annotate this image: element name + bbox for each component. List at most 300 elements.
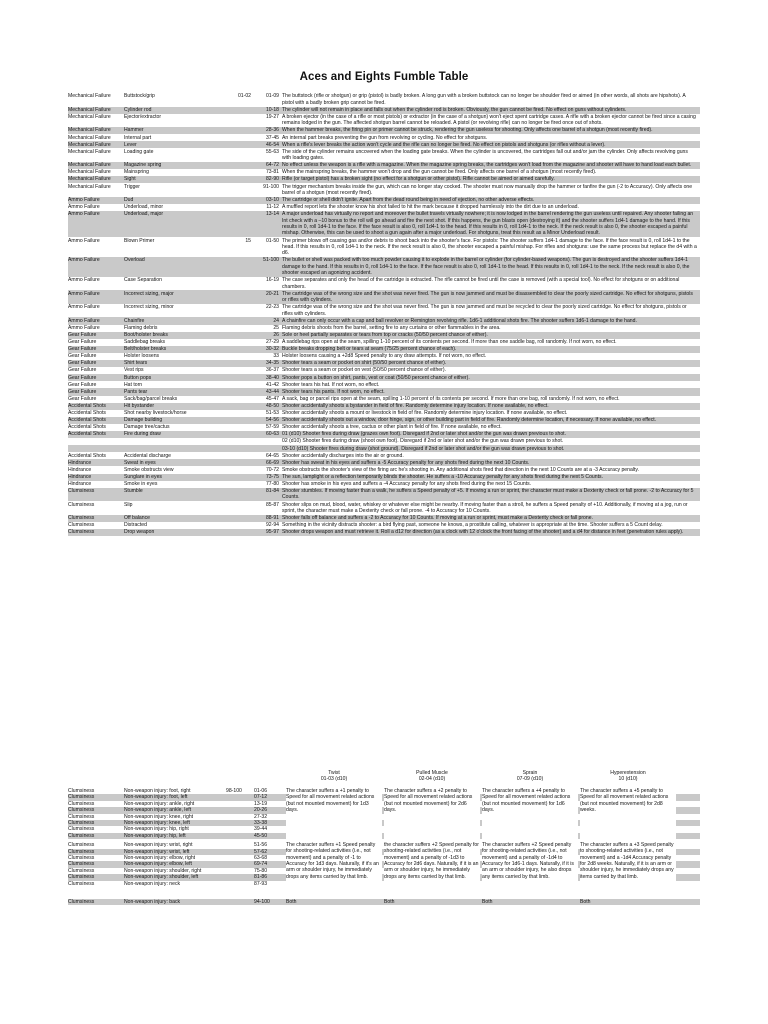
category-cell: Clumsiness bbox=[68, 874, 95, 881]
sub-range-cell: 11-12 bbox=[266, 204, 279, 211]
back-injury-effect: Both bbox=[482, 899, 493, 905]
table-row bbox=[68, 304, 700, 318]
category-cell: Accidental Shots bbox=[68, 417, 124, 424]
category-cell: Clumsiness bbox=[68, 813, 95, 820]
subtype-cell: Damage tree/cactus bbox=[124, 424, 170, 431]
table-row bbox=[68, 410, 700, 417]
description-cell: When the mainspring breaks, the hammer won't drop and the gun cannot be fired. Only affects one barrel of a shotgun (most recently fired). bbox=[282, 169, 597, 176]
sub-range-cell: 95-97 bbox=[254, 529, 282, 536]
table-row bbox=[68, 114, 700, 128]
subtype-cell: Non-weapon injury: wrist, right bbox=[124, 842, 193, 849]
sub-range-cell: 46-54 bbox=[254, 141, 282, 148]
subtype-cell: Button pops bbox=[124, 374, 228, 381]
category-cell: Clumsiness bbox=[68, 880, 95, 887]
injury-header bbox=[68, 770, 700, 788]
table-row bbox=[68, 183, 700, 197]
roll-range-cell bbox=[228, 141, 254, 148]
category-cell: Gear Failure bbox=[68, 339, 97, 346]
description-cell: Shooter has sweat in his eyes and suffers a -5 Accuracy penalty for any shots fired during the next 10 Counts. bbox=[282, 459, 700, 466]
table-row bbox=[68, 367, 700, 374]
roll-range-cell bbox=[228, 346, 254, 353]
roll-range-cell bbox=[228, 162, 254, 169]
sub-range-cell: 13-19 bbox=[254, 800, 268, 807]
roll-range-cell bbox=[228, 445, 254, 452]
subtype-cell: Loading gate bbox=[124, 148, 154, 155]
subtype-cell: Non-weapon injury: elbow, left bbox=[124, 861, 192, 868]
description-cell: A major underload has virtually no report and moreover the bullet travels virtually nowhere; it is now lodged in the barrel rendering the gun useless until repaired. Any shooter failing an Int check with a –10 bonus to the roll will go ahead and fire the next shot. If this happens, the gun blasts open (destroying it) and the shooter suffers 1d4-1 damage to the hand. If this results in 0, roll 1d4-1 to the face. If the face result is also 0, roll 1d4-1 to the head. If this results in 0, roll 1d4-1 to the neck. If the neck result is also 0, the shooter escaped a painful mishap. Otherwise, this can be used to shoot a gun again after a major underload. For shotguns, treat this result as a Minor Underload result. bbox=[282, 211, 700, 237]
table-row bbox=[68, 339, 700, 346]
injury-effect-cell: The character suffers a +5 penalty to Speed for all movement related actions (but not mounted movement) for 2d8 weeks. bbox=[580, 788, 676, 839]
description-cell: Sole or heel partially separates or tears from top or cracks (50/50 percent chance of either). bbox=[282, 332, 700, 339]
category-cell: Clumsiness bbox=[68, 501, 95, 508]
subtype-cell: Fire during draw bbox=[124, 431, 228, 438]
sub-range-cell: 19-27 bbox=[265, 113, 279, 120]
category-cell: Gear Failure bbox=[68, 367, 97, 374]
sub-range-cell: 77-80 bbox=[265, 480, 279, 487]
subtype-cell: Non-weapon injury: ankle, right bbox=[124, 800, 195, 807]
sub-range-cell: 39-44 bbox=[254, 826, 268, 833]
table-row bbox=[68, 346, 700, 353]
category-cell: Ammo Failure bbox=[68, 290, 124, 304]
description-cell: The case separates and only the head of the cartridge is extracted. The rifle cannot be fired until the case is removed (with a special tool). No effect for shotguns or on additional chambers. bbox=[282, 277, 680, 290]
roll-range-cell bbox=[228, 176, 254, 183]
subtype-cell: Incorrect sizing, major bbox=[124, 290, 228, 304]
description-cell: 02 (d10) Shooter fires during draw (shoot own foot). Disregard if 2nd or later shot and/or the gun was drawn previous to shot. bbox=[282, 438, 564, 445]
subtype-cell: Non-weapon injury: shoulder, left bbox=[124, 874, 199, 881]
description-cell: The trigger mechanism breaks inside the gun, which can no longer stay cocked. The shooter must now manually drop the hammer or fanfire the gun (-2 to Accuracy). Only affects one barrel of a shotgun (most recently fired). bbox=[282, 183, 693, 196]
subtype-cell: Underload, minor bbox=[124, 204, 164, 211]
table-row bbox=[68, 417, 700, 424]
roll-range-cell: 01-02 bbox=[237, 93, 251, 100]
subtype-cell: Slip bbox=[124, 501, 133, 508]
sub-range-cell: 30-32 bbox=[254, 346, 282, 353]
sub-range-cell: 22-23 bbox=[265, 304, 279, 311]
category-cell: Accidental Shots bbox=[68, 424, 106, 431]
description-cell: Shooter drops weapon and must retrieve it. Roll a d12 for direction (as a clock with 12 o'clock the front facing of the shooter) and a d4 for distance in feet (penetration rules apply). bbox=[282, 529, 700, 536]
category-cell: Clumsiness bbox=[68, 794, 95, 801]
table-row bbox=[68, 459, 700, 466]
subtype-cell: Chainfire bbox=[124, 317, 228, 324]
subtype-cell: Sight bbox=[124, 176, 228, 183]
subtype-cell: Belt/holster breaks bbox=[124, 346, 228, 353]
injury-effect-cell: The character suffers +1 Speed penalty for shooting-related activities (i.e., not movement) and a penalty of -1 to Accuracy for 1d3 days. Naturally, if it's an arm or shoulder injury, he immediately drops any items carried by that limb. bbox=[286, 842, 382, 887]
subtype-cell: Vest rips bbox=[124, 367, 144, 374]
sub-range-cell: 27-32 bbox=[254, 813, 268, 820]
sub-range-cell: 51-100 bbox=[254, 257, 282, 277]
sub-range-cell: 57-59 bbox=[265, 424, 279, 431]
category-cell bbox=[68, 438, 124, 445]
category-cell: Mechanical Failure bbox=[68, 141, 124, 148]
subtype-cell: Holster loosens bbox=[124, 353, 160, 360]
page-title: Aces and Eights Fumble Table bbox=[299, 71, 469, 83]
table-row bbox=[68, 424, 700, 431]
table-row bbox=[68, 360, 700, 367]
roll-range-cell bbox=[228, 374, 254, 381]
table-row bbox=[68, 332, 700, 339]
subtype-cell: Stumble bbox=[124, 488, 228, 502]
roll-range-cell bbox=[228, 114, 254, 128]
sub-range-cell: 63-68 bbox=[254, 855, 268, 861]
roll-range-cell bbox=[228, 481, 254, 488]
sub-range-cell: 73-81 bbox=[265, 169, 279, 176]
sub-range-cell: 01-50 bbox=[265, 237, 279, 244]
category-cell: Gear Failure bbox=[68, 360, 124, 367]
category-cell: Clumsiness bbox=[68, 488, 124, 502]
table-row bbox=[68, 899, 700, 905]
roll-range-cell bbox=[228, 325, 254, 332]
table-row bbox=[68, 381, 700, 388]
subtype-cell: Dud bbox=[124, 197, 228, 204]
roll-range-cell bbox=[228, 169, 254, 176]
category-cell: Mechanical Failure bbox=[68, 183, 111, 190]
roll-range-cell bbox=[228, 148, 254, 162]
subtype-cell: Hit bystander bbox=[124, 403, 228, 410]
sub-range-cell: 45-47 bbox=[265, 395, 279, 402]
sub-range-cell: 73-75 bbox=[254, 474, 282, 481]
roll-range-cell bbox=[228, 501, 254, 515]
category-cell: Clumsiness bbox=[68, 522, 95, 529]
roll-range-cell bbox=[228, 204, 254, 211]
sub-range-cell: 28-36 bbox=[254, 127, 282, 134]
sub-range-cell: 36-37 bbox=[265, 367, 279, 374]
category-cell: Accidental Shots bbox=[68, 403, 124, 410]
roll-range-cell bbox=[228, 403, 254, 410]
sub-range-cell: 01-09 bbox=[265, 93, 279, 100]
roll-range-cell bbox=[228, 360, 254, 367]
category-cell: Gear Failure bbox=[68, 353, 97, 360]
sub-range-cell: 10-18 bbox=[254, 107, 282, 114]
back-injury-cell: 94-100 bbox=[254, 899, 270, 905]
sub-range-cell: 43-44 bbox=[254, 388, 282, 395]
description-cell: The bullet or shell was packed with too much powder causing it to explode in the barrel or cylinder (for cylinder-based weapons). The gun is destroyed and the shooter suffers 1d4-1 damage to the hand. If this results in 0, roll 1d4-1 to the face. If the face result is also 0, roll 1d4-1 to the head. If this results in 0, roll 1d4-1 to the neck. If the neck result is also 0, the shooter escaped an agonizing accident. bbox=[282, 257, 700, 277]
table-row bbox=[68, 277, 700, 291]
roll-range-cell bbox=[228, 183, 254, 197]
sub-range-cell: 85-87 bbox=[265, 501, 279, 508]
description-cell: Shooter slips on mud, blood, water, whiskey or whatever else might be nearby. If moving faster than a stroll, he suffers a Speed penalty of +10. Additionally, if moving at a jog, run or sprint, the character must make a Dexterity check or fall prone. -4 to Accuracy for 10 Counts. bbox=[282, 501, 688, 514]
sub-range-cell: 64-72 bbox=[254, 162, 282, 169]
subtype-cell: Shot nearby livestock/horse bbox=[124, 410, 187, 417]
sub-range-cell: 26 bbox=[254, 332, 282, 339]
roll-range-cell bbox=[228, 515, 254, 522]
description-cell: The buttstock (rifle or shotgun) or grip (pistol) is badly broken. A long gun with a broken buttstock can no longer be shoulder fired or aimed (in other words, all shots are hipshots). A pistol with a badly broken grip cannot be fired. bbox=[282, 93, 686, 106]
table-row bbox=[68, 488, 700, 502]
sub-range-cell: 91-100 bbox=[263, 183, 279, 190]
description-cell: No effect unless the weapon is a rifle with a magazine. When the magazine spring breaks, the cartridges won't load from the magazine and shooter will have to hand load each bullet. bbox=[282, 162, 700, 169]
table-row bbox=[68, 481, 700, 488]
subtype-cell: Blown Primer bbox=[124, 237, 155, 244]
subtype-cell: Smoke in eyes bbox=[124, 480, 158, 487]
subtype-cell: Non-weapon injury: hip, left bbox=[124, 832, 186, 839]
subtype-cell bbox=[124, 438, 228, 445]
table-row bbox=[68, 466, 700, 473]
roll-range-cell bbox=[228, 488, 254, 502]
injury-col-header: Hyperextension 10 (d10) bbox=[610, 770, 646, 783]
roll-range-cell bbox=[228, 134, 254, 141]
category-cell: Hindrance bbox=[68, 466, 92, 473]
subtype-cell: Non-weapon injury: ankle, left bbox=[124, 807, 192, 814]
table-row bbox=[68, 257, 700, 277]
subtype-cell: Internal part bbox=[124, 134, 152, 141]
subtype-cell: Distracted bbox=[124, 522, 147, 529]
roll-range-cell bbox=[228, 290, 254, 304]
subtype-cell: Non-weapon injury: knee, right bbox=[124, 813, 194, 820]
back-injury-effect: Both bbox=[286, 899, 297, 905]
subtype-cell: Non-weapon injury: wrist, left bbox=[124, 848, 190, 855]
sub-range-cell: 45-50 bbox=[254, 832, 268, 839]
table-row bbox=[68, 403, 700, 410]
back-injury-cell: Non-weapon injury: back bbox=[124, 899, 181, 905]
table-row bbox=[68, 452, 700, 459]
category-cell: Hindrance bbox=[68, 474, 124, 481]
category-cell: Clumsiness bbox=[68, 826, 95, 833]
sub-range-cell: 60-63 bbox=[254, 431, 282, 438]
subtype-cell: Sack/bag/parcel breaks bbox=[124, 395, 178, 402]
roll-range-cell bbox=[228, 424, 254, 431]
back-injury-effect: Both bbox=[384, 899, 395, 905]
subtype-cell: Magazine spring bbox=[124, 162, 228, 169]
sub-range-cell: 92-94 bbox=[265, 522, 279, 529]
description-cell: Rifle (or target pistol) has a broken sight (no effect for a shotgun or other pistol). Rifle cannot be aimed or aimed carefully. bbox=[282, 176, 700, 183]
roll-range-cell bbox=[228, 367, 254, 374]
description-cell: An internal part breaks preventing the gun from revolving or cycling. No effect for shotguns. bbox=[282, 134, 488, 141]
table-row bbox=[68, 162, 700, 169]
sub-range-cell: 24 bbox=[254, 317, 282, 324]
sub-range-cell: 82-90 bbox=[254, 176, 282, 183]
sub-range-cell: 51-53 bbox=[265, 410, 279, 417]
description-cell: Buckle breaks dropping belt or tears at seam (75/25 percent chance of each). bbox=[282, 346, 700, 353]
sub-range-cell: 13-14 bbox=[254, 211, 282, 237]
sub-range-cell: 75-80 bbox=[254, 867, 268, 874]
description-cell: Shooter tears his pants. If not worn, no effect. bbox=[282, 388, 700, 395]
subtype-cell: Damage building bbox=[124, 417, 228, 424]
description-cell: The sun, lamplight or a reflection temporarily blinds the shooter. He suffers a -10 Accuracy penalty for any shots fired during the next 5 Counts. bbox=[282, 474, 700, 481]
description-cell: The primer blows off causing gas and/or debris to shoot back into the shooter's face. For pistols: The shooter suffers 1d4-1 damage to the face. If the face result is 0, roll 1d4-1 to the head. If this results in 0, roll 1d4-1 to the neck. If the neck result is also 0, the shooter escaped a painful mishap. For rifles and shotguns: use the same process but replace the d4 with a d6. bbox=[282, 237, 697, 257]
table-row bbox=[68, 501, 700, 515]
fumble-table bbox=[68, 93, 700, 536]
description-cell: When the hammer breaks, the firing pin or primer cannot be struck, rendering the gun useless for shooting. Only affects one barrel of a shotgun (most recently fired). bbox=[282, 127, 700, 134]
sub-range-cell: 25 bbox=[273, 324, 279, 331]
roll-range-cell bbox=[228, 474, 254, 481]
subtype-cell: Saddlebag breaks bbox=[124, 339, 166, 346]
category-cell: Clumsiness bbox=[68, 807, 95, 814]
category-cell: Ammo Failure bbox=[68, 211, 124, 237]
description-cell: 01 (d10) Shooter fires during draw (grazes own foot). Disregard if 2nd or later shot and/or the gun was drawn previous to shot. bbox=[282, 431, 700, 438]
table-row bbox=[68, 127, 700, 134]
subtype-cell: Smoke obstructs view bbox=[124, 466, 174, 473]
sub-range-cell bbox=[254, 445, 282, 452]
category-cell: Clumsiness bbox=[68, 820, 95, 826]
category-cell: Clumsiness bbox=[68, 529, 124, 536]
table-row bbox=[68, 169, 700, 176]
roll-range-cell bbox=[228, 381, 254, 388]
sub-range-cell: 81-84 bbox=[254, 488, 282, 502]
category-cell: Mechanical Failure bbox=[68, 93, 111, 100]
subtype-cell: Non-weapon injury: elbow, right bbox=[124, 855, 196, 861]
roll-range-cell bbox=[228, 466, 254, 473]
table-row bbox=[68, 374, 700, 381]
category-cell: Ammo Failure bbox=[68, 237, 100, 244]
description-cell: Something in the vicinity distracts shooter: a bird flying past, someone he knows, a prostitute calling, whatever is appropriate at the time. Shooter suffers a 5 Count delay. bbox=[282, 522, 663, 529]
description-cell: The cartridge or shell didn't ignite. Apart from the dead round being in need of ejection, no other adverse effects. bbox=[282, 197, 700, 204]
subtype-cell: Ejector/extractor bbox=[124, 113, 162, 120]
table-row bbox=[68, 438, 700, 445]
category-cell: Clumsiness bbox=[68, 800, 95, 807]
sub-range-cell: 27-29 bbox=[265, 339, 279, 346]
category-cell: Mechanical Failure bbox=[68, 113, 111, 120]
category-cell: Ammo Failure bbox=[68, 257, 124, 277]
category-cell: Mechanical Failure bbox=[68, 169, 111, 176]
subtype-cell: Incorrect sizing, minor bbox=[124, 304, 174, 311]
category-cell: Clumsiness bbox=[68, 848, 95, 855]
description-cell: The side of the cylinder remains uncovered when the loading gate breaks. When the cylinder is uncovered, the cartridges fall out and/or jam the cylinder. Only affects revolving guns with loading gates. bbox=[282, 148, 688, 162]
description-cell: Shooter has smoke in his eyes and suffers a -4 Accuracy penalty for any shots fired during the next 15 Counts. bbox=[282, 480, 532, 487]
category-cell: Mechanical Failure bbox=[68, 148, 111, 155]
category-cell: Mechanical Failure bbox=[68, 134, 111, 141]
subtype-cell: Non-weapon injury: foot, left bbox=[124, 794, 188, 801]
roll-range-cell bbox=[228, 396, 254, 403]
sub-range-cell: 55-63 bbox=[265, 148, 279, 155]
description-cell: Shooter accidentally shoots a tree, cactus or other plant in field of fire. If none available, no effect. bbox=[282, 424, 502, 431]
sub-range-cell bbox=[254, 438, 282, 445]
back-injury-cell: Clumsiness bbox=[68, 899, 95, 905]
sub-range-cell: 20-26 bbox=[254, 807, 268, 814]
category-cell: Clumsiness bbox=[68, 861, 95, 868]
category-cell: Gear Failure bbox=[68, 388, 124, 395]
category-cell: Gear Failure bbox=[68, 346, 124, 353]
subtype-cell: Buttstock/grip bbox=[124, 93, 155, 100]
subtype-cell: Drop weapon bbox=[124, 529, 228, 536]
table-row bbox=[68, 176, 700, 183]
description-cell: The cartridge was of the wrong size and the shot was never fired. The gun is now jammed and must be disassembled to clear the poorly sized cartridge. No effect for shotguns, pistols or rifles with cylinders. bbox=[282, 290, 700, 304]
sub-range-cell: 48-50 bbox=[254, 403, 282, 410]
category-cell: Gear Failure bbox=[68, 332, 124, 339]
description-cell: Shooter tears his hat. If not worn, no effect. bbox=[282, 381, 380, 388]
category-cell: Ammo Failure bbox=[68, 197, 124, 204]
table-row bbox=[68, 474, 700, 481]
roll-range-cell bbox=[228, 417, 254, 424]
description-cell: Shooter tears a seam or pocket on vest (50/50 percent chance of either). bbox=[282, 367, 446, 374]
sub-range-cell: 07-12 bbox=[254, 794, 268, 801]
table-row bbox=[68, 197, 700, 204]
description-cell: A muffled report lets the shooter know his shot failed to hit the mark because it dropped harmlessly into the dirt due to an underload. bbox=[282, 204, 579, 211]
category-cell: Gear Failure bbox=[68, 395, 97, 402]
table-row bbox=[68, 431, 700, 438]
subtype-cell: Accidental discharge bbox=[124, 452, 172, 459]
subtype-cell: Case Separation bbox=[124, 277, 162, 284]
back-injury-effect: Both bbox=[580, 899, 591, 905]
description-cell: Shooter accidentally shoots a mount or livestock in field of fire. Randomly determine injury location. If none available, no effect. bbox=[282, 410, 568, 417]
sub-range-cell: 87-93 bbox=[254, 880, 268, 887]
description-cell: The cylinder will not remain in place and falls out when the cylinder rod is broken. Obviously, the gun cannot be fired. No effect on guns without cylinders. bbox=[282, 107, 700, 114]
table-row bbox=[68, 325, 700, 332]
sub-range-cell: 88-91 bbox=[254, 515, 282, 522]
subtype-cell: Non-weapon injury: hip, right bbox=[124, 826, 189, 833]
description-cell: The cartridge was of the wrong size and the shot was never fired. The gun is now jammed and must be recycled to clear the poorly sized cartridge. No effect for shotguns, pistols or rifles with cylinders. bbox=[282, 304, 687, 317]
table-row bbox=[68, 141, 700, 148]
subtype-cell: Non-weapon injury: foot, right bbox=[124, 788, 191, 794]
sub-range-cell: 81-86 bbox=[254, 874, 268, 881]
roll-range-cell bbox=[228, 339, 254, 346]
roll-range-cell bbox=[228, 211, 254, 237]
subtype-cell: Underload, major bbox=[124, 211, 228, 237]
roll-range-cell bbox=[228, 529, 254, 536]
injury-effect-cell: The character suffers a +4 penalty to Speed for all movement related actions (but not mounted movement) for 1d6 days. bbox=[482, 788, 578, 839]
sub-range-cell: 54-56 bbox=[254, 417, 282, 424]
description-cell: A chainfire can only occur with a cap and ball revolver or Remington revolving rifle. 1d6-1 additional shots fire. The shooter suffers 1d6-1 damage to the hand. bbox=[282, 317, 700, 324]
table-row bbox=[68, 204, 700, 211]
category-cell: Mechanical Failure bbox=[68, 127, 124, 134]
description-cell: A broken ejector (in the case of a rifle or most pistols) or extractor (in the case of a shotgun) won't eject spent cartridge cases. A rifle with a broken ejector cannot be fired since a casing remains lodged in the gun. The affected shotgun barrel cannot be reloaded. A pistol (or revolving rifle) can no longer be fired once out of shots. bbox=[282, 113, 696, 127]
subtype-cell: Trigger bbox=[124, 183, 140, 190]
sub-range-cell: 03-10 bbox=[254, 197, 282, 204]
category-cell: Mechanical Failure bbox=[68, 162, 124, 169]
subtype-cell: Lever bbox=[124, 141, 228, 148]
roll-range-cell: 98-100 bbox=[226, 788, 242, 794]
table-row bbox=[68, 148, 700, 162]
category-cell: Ammo Failure bbox=[68, 324, 100, 331]
subtype-cell bbox=[124, 445, 228, 452]
category-cell: Clumsiness bbox=[68, 788, 95, 794]
description-cell: Shooter accidentally shoots a bystander in field of fire. Randomly determine injury location. If none available, no effect. bbox=[282, 403, 700, 410]
category-cell: Ammo Failure bbox=[68, 304, 100, 311]
sub-range-cell: 66-69 bbox=[254, 459, 282, 466]
injury-effect-cell: The character suffers a +1 penalty to Speed for all movement related actions (but not mounted movement) for 1d3 days. bbox=[286, 788, 382, 839]
subtype-cell: Hammer bbox=[124, 127, 228, 134]
table-row bbox=[68, 522, 700, 529]
table-row bbox=[68, 134, 700, 141]
category-cell: Accidental Shots bbox=[68, 410, 106, 417]
table-row bbox=[68, 529, 700, 536]
subtype-cell: Non-weapon injury: knee, left bbox=[124, 820, 190, 826]
category-cell: Gear Failure bbox=[68, 381, 97, 388]
sub-range-cell: 64-65 bbox=[265, 452, 279, 459]
injury-effect-cell: The character suffers +2 Speed penalty for shooting-related activities (i.e., not movement) and a penalty of -1d4 to Accuracy for 1d6-1 days. Naturally, if it is an arm or shoulder injury, he also drops any items carried by that limb. bbox=[482, 842, 578, 887]
sub-range-cell: 37-45 bbox=[265, 134, 279, 141]
sub-range-cell: 33-38 bbox=[254, 820, 268, 826]
roll-range-cell bbox=[228, 127, 254, 134]
roll-range-cell bbox=[228, 410, 254, 417]
table-row bbox=[68, 396, 700, 403]
description-cell: A sack, bag or parcel rips open at the seam, spilling 1-10 percent of its contents per second. If more than one bag, roll randomly. If not worn, no effect. bbox=[282, 395, 620, 402]
injury-col-header: Sprain 07-09 (d10) bbox=[516, 770, 544, 783]
subtype-cell: Shirt tears bbox=[124, 360, 228, 367]
category-cell: Hindrance bbox=[68, 480, 92, 487]
category-cell: Mechanical Failure bbox=[68, 176, 124, 183]
roll-range-cell bbox=[228, 459, 254, 466]
subtype-cell: Non-weapon injury: shoulder, right bbox=[124, 867, 202, 874]
table-row bbox=[68, 107, 700, 114]
description-cell: Shooter accidentally discharges into the air or ground. bbox=[282, 452, 404, 459]
roll-range-cell bbox=[228, 317, 254, 324]
sub-range-cell: 33 bbox=[273, 353, 279, 360]
description-cell: When a rifle's lever breaks the action won't cycle and the rifle can no longer be fired. No effect on pistols and shotguns (or rifles without a lever). bbox=[282, 141, 700, 148]
sub-range-cell: 38-40 bbox=[254, 374, 282, 381]
category-cell: Clumsiness bbox=[68, 515, 124, 522]
table-row bbox=[68, 93, 700, 107]
sub-range-cell: 20-21 bbox=[254, 290, 282, 304]
roll-range-cell bbox=[228, 277, 254, 291]
category-cell: Accidental Shots bbox=[68, 452, 106, 459]
injury-effect-cell: The character suffers a +2 penalty to Speed for all movement related actions (but not mounted movement) for 2d6 days. bbox=[384, 788, 480, 839]
roll-range-cell: 15 bbox=[245, 237, 251, 244]
category-cell: Ammo Failure bbox=[68, 317, 124, 324]
category-cell: Clumsiness bbox=[68, 842, 95, 849]
table-row bbox=[68, 290, 700, 304]
description-cell: 03-10 (d10) Shooter fires during draw (shot ground). Disregard if 2nd or later shot and/or the gun was drawn previous to shot. bbox=[282, 445, 700, 452]
table-row bbox=[68, 353, 700, 360]
description-cell: Holster loosens causing a +2d8 Speed penalty to any draw attempts. If not worn, no effect. bbox=[282, 353, 487, 360]
subtype-cell: Boot/holster breaks bbox=[124, 332, 228, 339]
